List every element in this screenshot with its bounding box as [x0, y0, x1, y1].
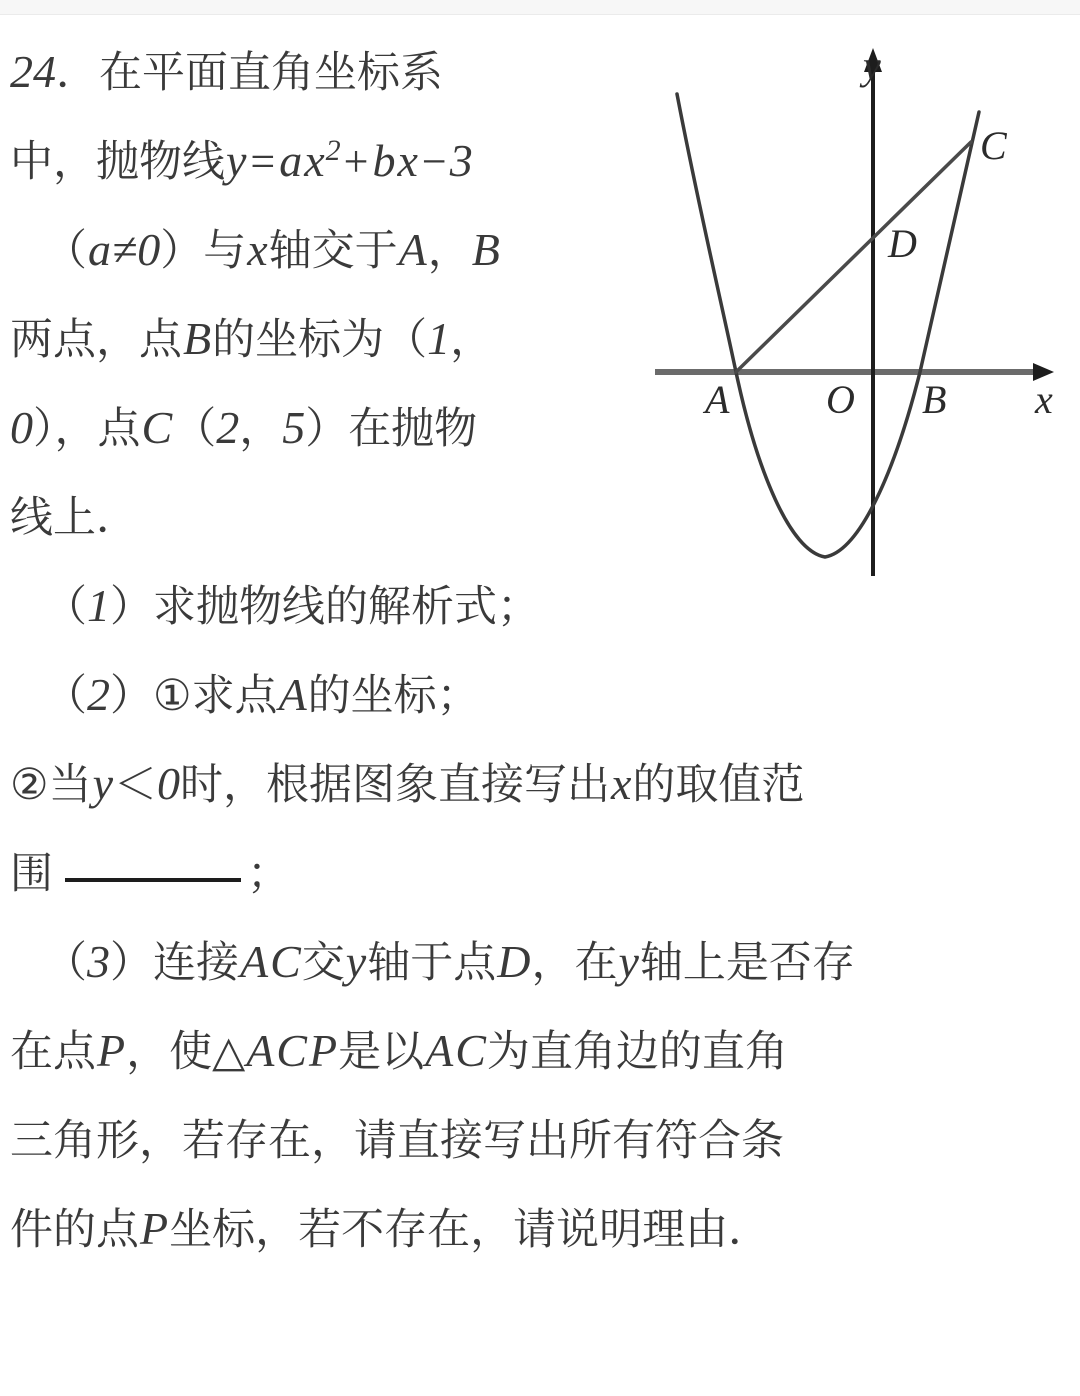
- sub-question-1-number: 1: [87, 580, 110, 631]
- sub-question-3-text-2: 交: [301, 938, 345, 988]
- problem-line-4: [0, 295, 670, 384]
- problem-line-11: [0, 918, 1080, 1007]
- semicolon-l10: ；: [247, 849, 290, 899]
- parabola-coordinate-diagram: [645, 24, 1065, 594]
- origin-label: O: [826, 377, 855, 422]
- paren-open-l3: （: [44, 226, 87, 276]
- line-3-text-1: 与: [203, 226, 247, 276]
- var-x-2: x: [397, 135, 418, 186]
- var-y-axis: y: [345, 936, 367, 987]
- coef-b: b: [372, 135, 396, 186]
- line-5-text-1: ，点: [54, 404, 141, 454]
- less-than-sign: ＜: [113, 760, 157, 810]
- point-D-label: D: [888, 221, 917, 266]
- line-4-text-1: 两点，点: [10, 315, 182, 365]
- problem-line-5: [0, 384, 670, 473]
- circled-one-marker: ①: [153, 671, 192, 721]
- problem-line-14: [0, 1185, 1080, 1274]
- comma-l4: ，: [450, 315, 494, 365]
- point-C-label: C: [980, 123, 1007, 168]
- sub-question-3-text-9: 为直角边的直角: [486, 1027, 788, 1077]
- paren-close-l3: ）: [160, 226, 204, 276]
- problem-line-10: [0, 829, 1080, 918]
- var-y-axis-2: y: [618, 936, 639, 987]
- comma-l3: ，: [427, 226, 471, 276]
- sub-question-2a-text-2: 的坐标；: [307, 671, 480, 721]
- line-3-text-2: 轴交于: [268, 226, 398, 276]
- problem-line-8: [0, 651, 704, 740]
- exponent-2: 2: [325, 134, 341, 167]
- paren-close-l5b: ）: [305, 404, 349, 454]
- sub-question-2b-text-1: 当: [48, 760, 92, 810]
- point-B-label: B: [922, 377, 947, 422]
- constant-3: 3: [449, 135, 473, 186]
- coef-a: a: [279, 135, 303, 186]
- var-x-axis: x: [247, 224, 268, 275]
- point-P-ref-2: P: [140, 1203, 169, 1254]
- top-bar-strip: [0, 0, 1080, 15]
- var-y: y: [226, 135, 247, 186]
- zero-threshold: 0: [156, 758, 180, 809]
- sub-question-1-text: 求抛物线的解析式；: [153, 582, 540, 632]
- coord-B-x: 1: [427, 313, 451, 364]
- point-C-ref-2: C: [270, 936, 301, 987]
- diagram-svg: [645, 24, 1065, 594]
- line-2-lead-text: 中，抛物线: [10, 137, 225, 187]
- sub-question-3-text-4: ，在: [531, 938, 618, 988]
- zero-cond: 0: [137, 224, 161, 275]
- sub-question-2b-text-4: 围: [10, 849, 53, 899]
- minus-sign: −: [421, 137, 447, 186]
- problem-line-6: [0, 473, 670, 562]
- y-axis-label: y: [863, 43, 881, 88]
- circled-two-marker: ②: [10, 760, 49, 810]
- paren-close-q1: ）: [110, 582, 153, 632]
- sub-question-2b-text-3: 的取值范: [632, 760, 805, 810]
- point-B-ref: B: [471, 224, 500, 275]
- point-D-ref: D: [497, 936, 531, 987]
- sub-question-3-text-12: 坐标，若不存在，请说明理由．: [169, 1205, 772, 1255]
- point-A-ref-3: A: [278, 669, 307, 720]
- line-4-text-2: 的坐标为（: [212, 315, 428, 365]
- paren-close-q2: ）: [110, 671, 153, 721]
- sub-question-3-text-7: ，使: [126, 1027, 213, 1077]
- sub-question-2b-text-2: 时，根据图象直接写出: [179, 760, 610, 810]
- problem-line-9: [0, 740, 1080, 829]
- coord-C-y: 5: [282, 402, 306, 453]
- point-B-ref-2: B: [183, 313, 212, 364]
- sub-question-3-text-3: 轴于点: [367, 938, 497, 988]
- problem-line-3: [0, 206, 704, 295]
- line-6-text: 线上．: [10, 493, 139, 543]
- problem-line-13: [0, 1096, 1080, 1185]
- problem-number: 24: [10, 46, 56, 97]
- problem-line-12: [0, 1007, 1080, 1096]
- problem-line-1: [0, 28, 670, 117]
- segment-C: C: [455, 1025, 486, 1076]
- sub-question-3-text-10: 三角形，若存在，请直接写出所有符合条: [10, 1116, 784, 1166]
- paren-close-l5: ）: [33, 404, 55, 454]
- coef-a-cond: a: [88, 224, 111, 275]
- triangle-vertex-P: P: [308, 1025, 338, 1076]
- problem-line-7: [0, 562, 704, 651]
- sub-question-3-number: 3: [87, 936, 110, 987]
- sub-question-3-text-11: 件的点: [10, 1205, 139, 1255]
- paren-open-l5: （: [173, 404, 217, 454]
- var-x: x: [304, 135, 325, 186]
- sub-question-3-text-6: 在点: [10, 1027, 96, 1077]
- triangle-symbol: △: [212, 1027, 246, 1077]
- sub-question-3-text-8: 是以: [338, 1027, 425, 1077]
- sub-question-2a-text-1: 求点: [191, 671, 278, 721]
- paren-close-q3: ）: [110, 938, 153, 988]
- paren-open-q2: （: [44, 671, 87, 721]
- point-A-ref: A: [398, 224, 427, 275]
- equals-sign: =: [250, 137, 276, 186]
- point-A-label: A: [705, 377, 730, 422]
- coord-B-y: 0: [10, 402, 33, 453]
- line-AC: [736, 142, 971, 372]
- line-1-text: 在平面直角坐标系: [99, 48, 443, 98]
- point-C-ref: C: [141, 402, 173, 453]
- point-P-ref: P: [97, 1025, 126, 1076]
- comma-l5: ，: [239, 404, 283, 454]
- paren-open-q3: （: [44, 938, 87, 988]
- segment-A: A: [425, 1025, 454, 1076]
- triangle-vertex-A: A: [246, 1025, 275, 1076]
- problem-line-2: [0, 117, 670, 206]
- problem-number-dot: ．: [56, 48, 99, 98]
- coord-C-x: 2: [216, 402, 240, 453]
- answer-blank-line[interactable]: [65, 878, 241, 882]
- paren-open-q1: （: [44, 582, 87, 632]
- var-y-cond: y: [92, 758, 113, 809]
- sub-question-2-number: 2: [87, 669, 110, 720]
- parabola-curve: [677, 94, 979, 557]
- sub-question-3-text-1: 连接: [153, 938, 239, 988]
- triangle-vertex-C: C: [276, 1025, 307, 1076]
- not-equal-sign: ≠: [112, 224, 138, 275]
- line-5-text-2: 在抛物: [348, 404, 478, 454]
- sub-question-3-text-5: 轴上是否存: [639, 938, 855, 988]
- plus-sign: +: [343, 137, 369, 186]
- var-x-range: x: [610, 758, 632, 809]
- point-A-ref-4: A: [240, 936, 269, 987]
- x-axis-label: x: [1035, 377, 1053, 422]
